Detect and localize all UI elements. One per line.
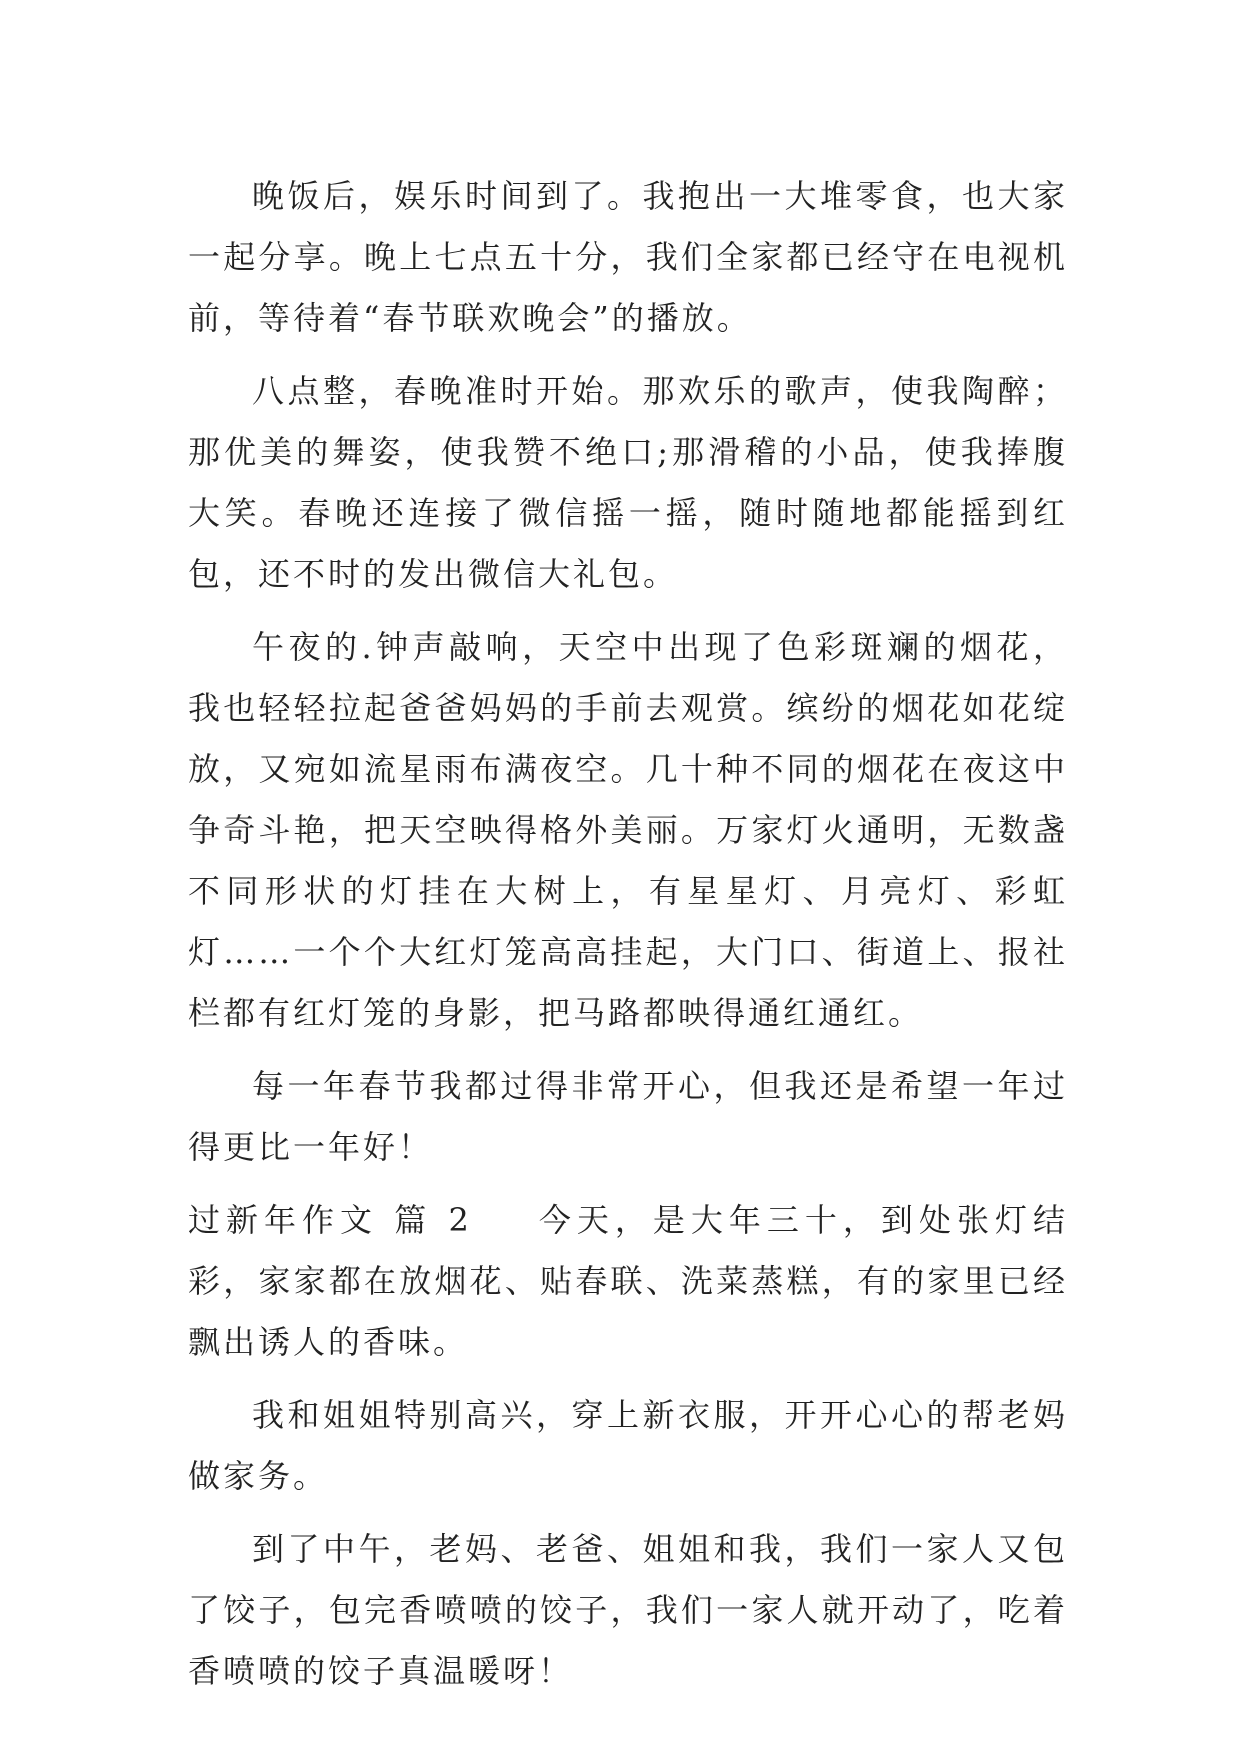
paragraph-housework: 我和姐姐特别高兴，穿上新衣服，开开心心的帮老妈做家务。 <box>188 1396 1068 1495</box>
section-heading-line <box>188 1190 1068 1373</box>
paragraph-midnight-fireworks: 午夜的.钟声敲响，天空中出现了色彩斑斓的烟花，我也轻轻拉起爸爸妈妈的手前去观赏。缤纷的烟花如花绽放，又宛如流星雨布满夜空。几十种不同的烟花在夜这中争奇斗艳，把天空映得格外美丽。万家灯火通明，无数盏不同形状的灯挂在大树上，有星星灯、月亮灯、彩虹灯……一个个大红灯笼高高挂起，大门口、街道上、报社栏都有红灯笼的身影，把马路都映得通红通红。 <box>188 628 1068 1032</box>
section-heading: 过新年作文 篇 2 <box>188 1201 472 1239</box>
section-first-paragraph: 今天，是大年三十，到处张灯结彩，家家都在放烟花、贴春联、洗菜蒸糕，有的家里已经飘出诱人的香味。 <box>188 1201 1068 1361</box>
paragraph-evening-entertainment: 晚饭后，娱乐时间到了。我抱出一大堆零食，也大家一起分享。晚上七点五十分，我们全家都已经守在电视机前，等待着“春节联欢晚会”的播放。 <box>188 177 1068 337</box>
document-body <box>188 166 1068 1714</box>
paragraph-dumplings: 到了中午，老妈、老爸、姐姐和我，我们一家人又包了饺子，包完香喷喷的饺子，我们一家人就开动了，吃着香喷喷的饺子真温暖呀！ <box>188 1530 1068 1690</box>
paragraph-gala-begins: 八点整，春晚准时开始。那欢乐的歌声，使我陶醉；那优美的舞姿，使我赞不绝口;那滑稽的小品，使我捧腹大笑。春晚还连接了微信摇一摇，随时随地都能摇到红包，还不时的发出微信大礼包。 <box>188 372 1068 593</box>
paragraph-new-year-wish: 每一年春节我都过得非常开心，但我还是希望一年过得更比一年好！ <box>188 1067 1068 1166</box>
